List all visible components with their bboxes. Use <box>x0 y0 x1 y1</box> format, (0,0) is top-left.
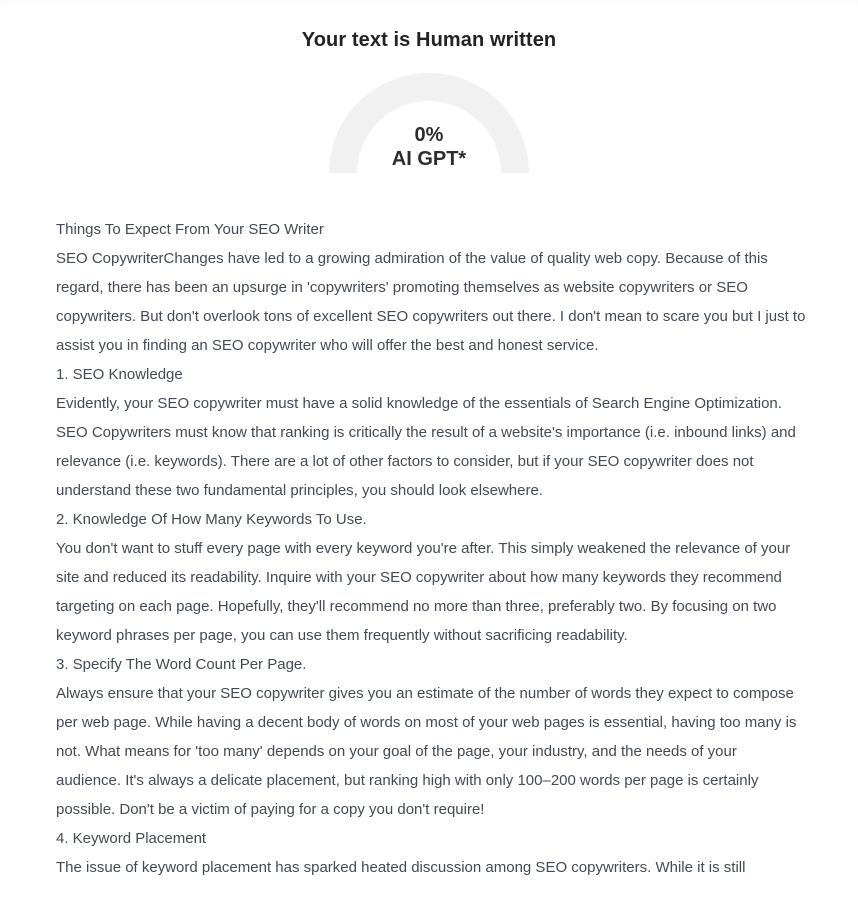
text-paragraph: SEO CopywriterChanges have led to a growing admiration of the value of quality web copy. Because of this regard, there has been an upsurge in 'copywriters' promoting themselves as website copywriters or SEO copywriters. But don't overlook tons of excellent SEO copywriters out there. I don't mean to scare you but I just to assist you in finding an SEO copywriter who will offer the best and honest service. <box>56 250 806 354</box>
ai-score-gauge <box>329 73 529 173</box>
text-paragraph: The issue of keyword placement has sparked heated discussion among SEO copywriters. While it is still <box>56 859 746 876</box>
text-paragraph: 2. Knowledge Of How Many Keywords To Use. <box>56 511 367 528</box>
text-paragraph: 3. Specify The Word Count Per Page. <box>56 656 307 673</box>
text-paragraph: Things To Expect From Your SEO Writer <box>56 221 324 238</box>
text-paragraph: Always ensure that your SEO copywriter gives you an estimate of the number of words they expect to compose per web page. While having a decent body of words on most of your web pages is essential, having too many is not. What means for 'too many' depends on your goal of the page, your industry, and the needs of your audience. It's always a delicate placement, but ranking high with only 100–200 words per page is certainly possible. Don't be a victim of paying for a copy you don't require! <box>56 685 797 818</box>
ai-score-caption: AI GPT* <box>391 148 467 170</box>
analyzed-text <box>56 215 806 882</box>
ai-score-percent: 0% <box>414 124 444 146</box>
gauge-label <box>329 123 529 171</box>
text-paragraph: 4. Keyword Placement <box>56 830 207 847</box>
text-paragraph: Evidently, your SEO copywriter must have a solid knowledge of the essentials of Search Engine Optimization. SEO Copywriters must know that ranking is critically the result of a website's importance (i.e. inbound links) and relevance (i.e. keywords). There are a lot of other factors to consider, but if your SEO copywriter does not understand these two fundamental principles, you should look elsewhere. <box>56 395 796 499</box>
result-title: Your text is Human written <box>301 29 557 51</box>
text-paragraph: 1. SEO Knowledge <box>56 366 183 383</box>
text-paragraph: You don't want to stuff every page with every keyword you're after. This simply weakened the relevance of your site and reduced its readability. Inquire with your SEO copywriter about how many keywords they recommend targeting on each page. Hopefully, they'll recommend no more than three, preferably two. By focusing on two keyword phrases per page, you can use them frequently without sacrificing readability. <box>56 540 791 644</box>
